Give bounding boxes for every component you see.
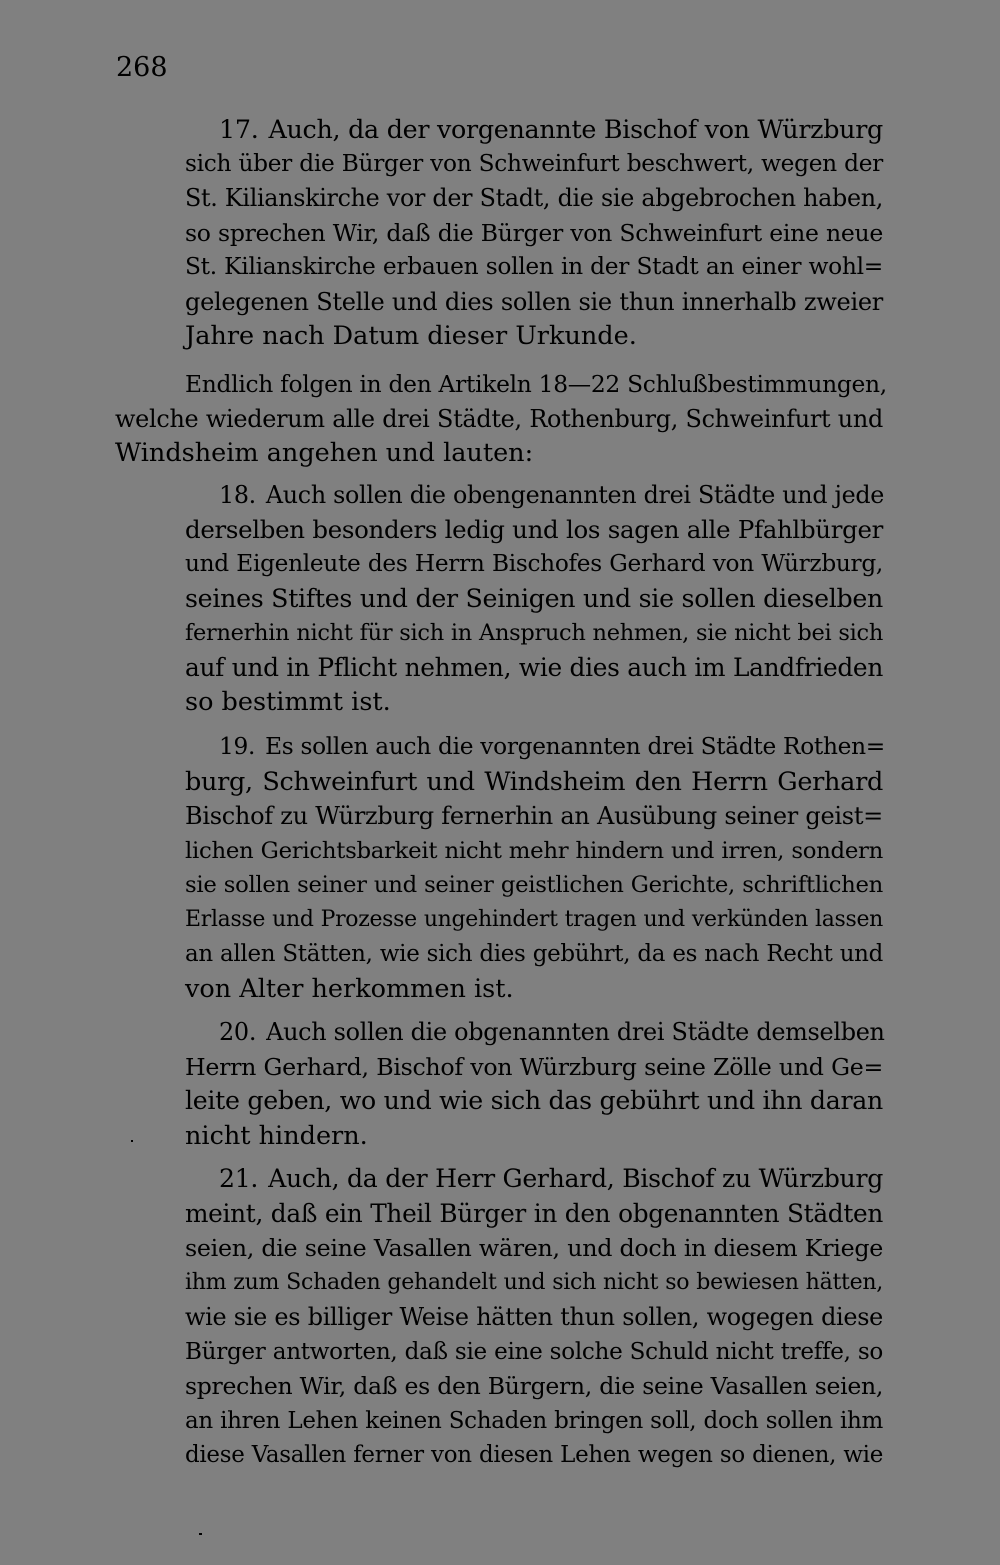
intro-line: Endlich folgen in den Artikeln 18—22 Schlußbestimmungen, bbox=[185, 370, 887, 398]
paragraph-20-line: Auch sollen die obgenannten drei Städte demselben bbox=[266, 1018, 885, 1046]
paragraph-19 bbox=[185, 730, 883, 1006]
paragraph-18-line: derselben besonders ledig und los sagen alle Pfahlbürger bbox=[185, 514, 883, 544]
paragraph-21-line: sprechen Wir, daß es den Bürgern, die seine Vasallen seien, bbox=[185, 1372, 883, 1400]
paragraph-18-line: Auch sollen die obengenannten drei Städte und jede bbox=[265, 481, 885, 509]
paragraph-19-line: Erlasse und Prozesse ungehindert tragen und verkünden lassen bbox=[185, 906, 883, 932]
paragraph-21-number: 21. bbox=[219, 1164, 259, 1193]
intro-paragraph bbox=[115, 367, 887, 471]
paragraph-17-number: 17. bbox=[219, 114, 259, 144]
paragraph-18-line: so bestimmt ist. bbox=[185, 687, 391, 717]
paragraph-19-line: burg, Schweinfurt und Windsheim den Herrn Gerhard bbox=[185, 766, 883, 797]
intro-line: Windsheim angehen und lauten: bbox=[115, 438, 534, 468]
paragraph-17 bbox=[185, 112, 883, 354]
paragraph-17-line: St. Kilianskirche vor der Stadt, die sie abgebrochen haben, bbox=[185, 184, 883, 212]
paragraph-21 bbox=[185, 1162, 883, 1473]
paragraph-19-number: 19. bbox=[219, 733, 256, 760]
paragraph-18-number: 18. bbox=[219, 481, 256, 509]
paragraph-21-line: seien, die seine Vasallen wären, und doch in diesem Kriege bbox=[185, 1234, 883, 1262]
paragraph-19-line: lichen Gerichtsbarkeit nicht mehr hindern und irren, sondern bbox=[185, 837, 883, 864]
paragraph-19-line: von Alter herkommen ist. bbox=[185, 973, 514, 1004]
paragraph-19-line: an allen Stätten, wie sich dies gebührt, da es nach Recht und bbox=[185, 941, 883, 967]
intro-line: welche wiederum alle drei Städte, Rothenburg, Schweinfurt und bbox=[115, 404, 883, 433]
paragraph-20-line: leite geben, wo und wie sich das gebührt und ihn daran bbox=[185, 1086, 883, 1115]
paragraph-18-line: und Eigenleute des Herrn Bischofes Gerhard von Würzburg, bbox=[185, 550, 883, 577]
paragraph-20-line: Herrn Gerhard, Bischof von Würzburg seine Zölle und Ge= bbox=[185, 1052, 883, 1081]
paragraph-18-line: auf und in Pflicht nehmen, wie dies auch im Landfrieden bbox=[185, 652, 883, 682]
paragraph-21-line: diese Vasallen ferner von diesen Lehen wegen so dienen, wie bbox=[185, 1442, 883, 1468]
paragraph-18-line: fernerhin nicht für sich in Anspruch nehmen, sie nicht bei sich bbox=[185, 620, 883, 646]
paragraph-20-number: 20. bbox=[219, 1018, 257, 1046]
paragraph-20-line: nicht hindern. bbox=[185, 1120, 368, 1151]
paragraph-21-line: meint, daß ein Theil Bürger in den obgenannten Städten bbox=[185, 1198, 883, 1228]
paragraph-17-line: gelegenen Stelle und dies sollen sie thun innerhalb zweier bbox=[185, 287, 883, 316]
paragraph-21-line: wie sie es billiger Weise hätten thun sollen, wogegen diese bbox=[185, 1303, 883, 1331]
paragraph-19-line: sie sollen seiner und seiner geistlichen Gerichte, schriftlichen bbox=[185, 872, 883, 898]
paragraph-21-line: ihm zum Schaden gehandelt und sich nicht so bewiesen hätten, bbox=[185, 1269, 883, 1295]
paragraph-21-line: an ihren Lehen keinen Schaden bringen soll, doch sollen ihm bbox=[185, 1407, 883, 1434]
paragraph-20 bbox=[185, 1015, 883, 1153]
paragraph-19-line: Es sollen auch die vorgenannten drei Städte Rothen= bbox=[265, 733, 885, 760]
paragraph-17-line: sich über die Bürger von Schweinfurt beschwert, wegen der bbox=[185, 149, 883, 177]
paragraph-19-line: Bischof zu Würzburg fernerhin an Ausübung seiner geist= bbox=[185, 802, 883, 830]
paragraph-18 bbox=[185, 478, 883, 720]
scan-speck bbox=[199, 1533, 202, 1535]
scan-speck bbox=[131, 1140, 133, 1142]
paragraph-17-line: St. Kilianskirche erbauen sollen in der Stadt an einer wohl= bbox=[185, 253, 883, 280]
paragraph-17-line: so sprechen Wir, daß die Bürger von Schweinfurt eine neue bbox=[185, 218, 883, 247]
paragraph-18-line: seines Stiftes und der Seinigen und sie sollen dieselben bbox=[185, 583, 883, 613]
paragraph-21-line: Auch, da der Herr Gerhard, Bischof zu Würzburg bbox=[268, 1164, 883, 1193]
paragraph-17-line: Auch, da der vorgenannte Bischof von Würzburg bbox=[268, 114, 883, 144]
page-number: 268 bbox=[116, 52, 168, 83]
paragraph-21-line: Bürger antworten, daß sie eine solche Schuld nicht treffe, so bbox=[185, 1338, 883, 1365]
paragraph-17-line: Jahre nach Datum dieser Urkunde. bbox=[185, 321, 637, 351]
